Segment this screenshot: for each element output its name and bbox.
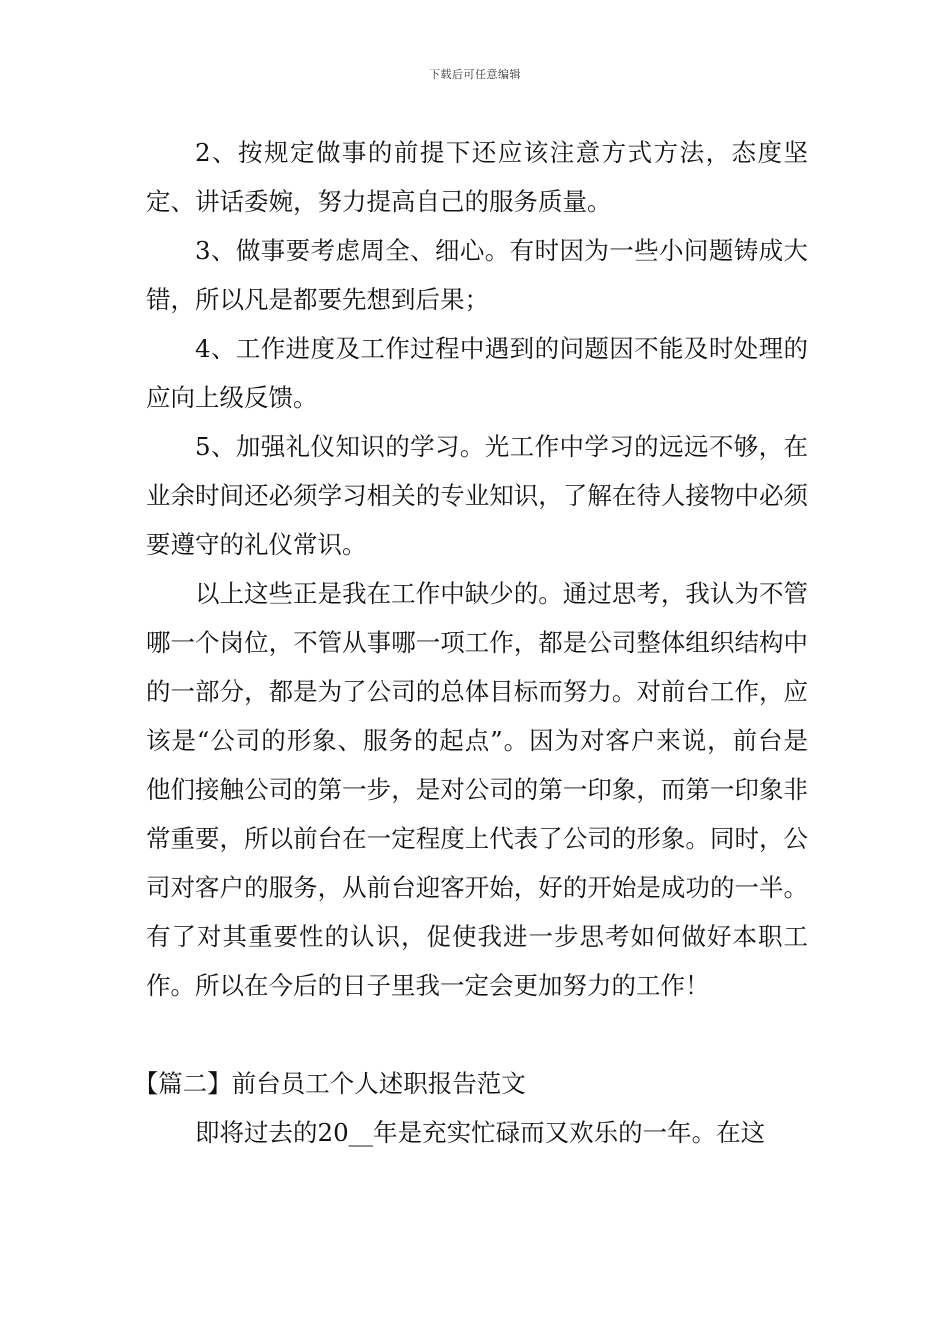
paragraph-item-2: 2、按规定做事的前提下还应该注意方式方法，态度坚定、讲话委婉，努力提高自己的服务质量。	[146, 138, 808, 216]
header-note: 下载后可任意编辑	[429, 68, 521, 81]
paragraph-item-5: 5、加强礼仪知识的学习。光工作中学习的远远不够，在业余时间还必须学习相关的专业知识，了解在待人接物中必须要遵守的礼仪常识。	[146, 432, 808, 559]
paragraph-item-4: 4、工作进度及工作过程中遇到的问题因不能及时处理的应向上级反馈。	[146, 334, 808, 412]
section-title: 【篇二】前台员工个人述职报告范文	[133, 1069, 526, 1098]
paragraph-item-3: 3、做事要考虑周全、细心。有时因为一些小问题铸成大错，所以凡是都要先想到后果；	[146, 236, 808, 314]
document-body	[133, 128, 808, 1157]
paragraph-summary: 以上这些正是我在工作中缺少的。通过思考，我认为不管哪一个岗位，不管从事哪一项工作，都是公司整体组织结构中的一部分，都是为了公司的总体目标而努力。对前台工作，应该是“公司的形象、服务的起点”。因为对客户来说，前台是他们接触公司的第一步，是对公司的第一印象，而第一印象非常重要，所以前台在一定程度上代表了公司的形象。同时，公司对客户的服务，从前台迎客开始，好的开始是成功的一半。有了对其重要性的认识，促使我进一步思考如何做好本职工作。所以在今后的日子里我一定会更加努力的工作！	[146, 579, 808, 1000]
section-first-paragraph: 即将过去的20__年是充实忙碌而又欢乐的一年。在这	[195, 1118, 766, 1147]
blank-line	[146, 1010, 808, 1059]
